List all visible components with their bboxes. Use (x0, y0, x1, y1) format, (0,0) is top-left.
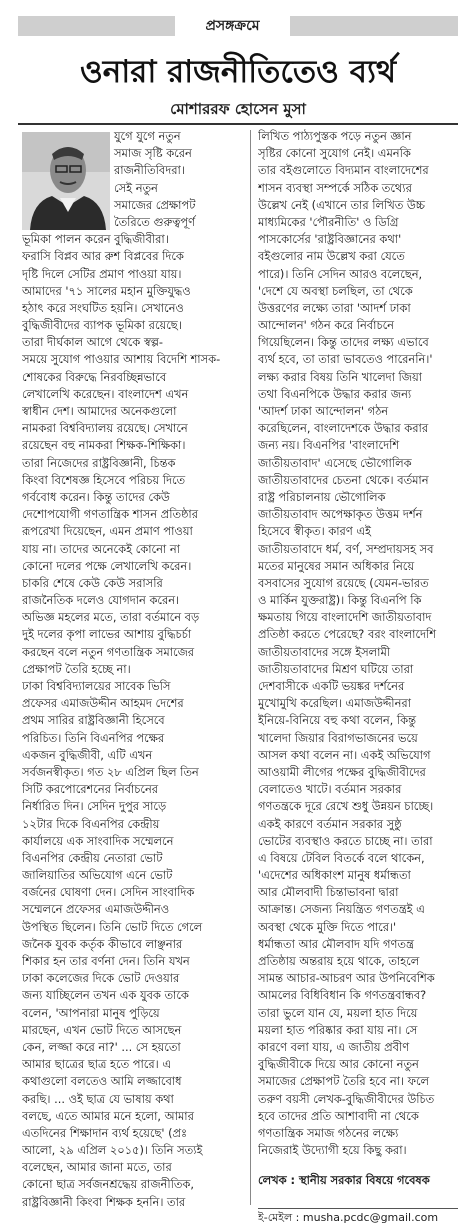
article-line: জাতীয়তাবাদে ধর্ম, বর্ণ, সম্প্রদায়সহ সব (258, 541, 434, 556)
article-line: হিসেবে স্বীকৃত। কারণ এই (258, 524, 371, 539)
article-line: ও মার্কিন যুক্তরাষ্ট্র)। কিন্তু বিএনপি কি (258, 593, 422, 608)
article-line: ধর্মান্ধতা আর মৌলবাদ যদি গণতন্ত্র (258, 936, 414, 951)
left-column (22, 128, 243, 1211)
article-line: মতের মানুষের সমান অধিকার নিয়ে (258, 558, 415, 573)
article-line: দেশোপযোগী গণতান্ত্রিক শাসন প্রতিষ্ঠার (22, 507, 198, 522)
article-line: সম্মেলনে প্রফেসর এমাজউদ্দীনও (22, 902, 170, 917)
article-line: সময়ে সুযোগ পাওয়ার আশায় বিদেশি শাসক- (22, 352, 221, 367)
article-line: ফরাসি বিপ্লব আর রুশ বিপ্লবের দিকে (22, 249, 184, 264)
article-line: ময়লা হাত পরিষ্কার করা যায় না। সে (258, 1022, 418, 1037)
article-line: রাষ্ট্রবিজ্ঞানী কিংবা শিক্ষক হননি। তার (22, 1194, 186, 1209)
article-line: 'এদেশের অধিকাংশ মানুষ ধর্মান্ধতা (258, 868, 411, 883)
article-line: এ বিষয়ে টেবিল বিতর্কে বলে থাকেন, (258, 850, 425, 865)
article-line: কোনো ছাত্র সর্বজনশ্রদ্ধেয় রাজনীতিক, (22, 1177, 194, 1192)
article-line: আক্রান্ত। সেজন্য নিয়ন্ত্রিত গণতন্ত্রই এ (258, 902, 425, 917)
article-line: আসল কথা বলেন না। একই অভিযোগ (258, 747, 431, 762)
article-line: এতদিনের শিক্ষাদান ব্যর্থ হয়েছে' (প্রঃ (22, 1125, 188, 1140)
article-line: উল্লেখ নেই (এখানে তার লিখিত উচ্চ (258, 197, 425, 212)
author-email: ই-মেইল : musha.pcdc@gmail.com (258, 1211, 439, 1224)
article-line: জন্য যাচ্ছিলেন তখন এক যুবক তাকে (22, 988, 189, 1003)
article-line: গণতন্ত্রকে দূরে রেখে শুধু উন্নয়ন চাচ্ছে। (258, 799, 434, 814)
article-line: অভিজ্ঞ মহলের মতে, তারা বর্তমানে বড় (22, 610, 200, 625)
article-line: আন্দোলন' গঠন করে নির্বাচনে (258, 318, 394, 333)
article-line: প্রফেসর এমাজউদ্দীন আহমদ দেশের (22, 696, 184, 711)
article-line: বসবাসের সুযোগ রয়েছে (যেমন-ভারত (258, 575, 429, 590)
article-line: ভূমিকা পালন করেন বুদ্ধিজীবীরা। (22, 232, 169, 247)
article-line: বলেছেন, আমার জানা মতে, তার (22, 1160, 172, 1175)
article-line: ঢাকা কলেজের দিকে ভোট দেওয়ার (22, 971, 180, 986)
column-divider (250, 130, 251, 1205)
headline: ওনারা রাজনীতিতেও ব্যর্থ (79, 54, 397, 90)
article-line: জাতীয়তাবাদের চেতনা থেকে। বর্তমান (258, 472, 429, 487)
article-line: তারা নিজেদের রাষ্ট্রবিজ্ঞানী, চিন্তক (22, 455, 176, 470)
article-line: বিএনপির কেন্দ্রীয় নেতারা ভোট (22, 850, 163, 865)
article-line: তৈরিতে গুরুত্বপূর্ণ (114, 214, 195, 229)
article-line: 'দেশে যে অবস্থা চলছিল, তা থেকে (258, 283, 413, 298)
author-photo-image (22, 132, 110, 230)
article-line: তারা ভুলে যান যে, ময়লা হাত দিয়ে (258, 1005, 418, 1020)
article-line: নিজেরাই উদ্যোগী হয়ে কিছু করা। (258, 1143, 407, 1158)
article-line: জালিয়াতির অভিযোগ এনে ভোট (22, 868, 173, 883)
article-line: হঠাৎ করে সংঘটিত হয়নি। সেখানেও (22, 300, 184, 315)
article-line: হবে তাদের প্রতি আশাবাদী না থেকে (258, 1108, 419, 1123)
article-line: শিকার হন তার বর্ণনা দেন। তিনি যখন (22, 954, 190, 968)
article-line: যায় না। তাদের অনেকেই কোনো না (22, 541, 180, 556)
article-line: লক্ষ্য করার বিষয় তিনি খালেদা জিয়া (258, 369, 422, 384)
note-rule (258, 1208, 458, 1209)
article-line: দেশবাসীকে একটি ভয়ঙ্কর দর্শনের (258, 679, 405, 693)
article-line: যুগে যুগে নতুন (114, 129, 181, 143)
article-line: পারে)। তিনি সেদিন আরও বলেছেন, (258, 266, 423, 281)
article-line: তরুণ বয়সী লেখক-বুদ্ধিজীবীদের উচিত (258, 1091, 435, 1106)
article-line: ব্যর্থ হবে, তা তারা ভাবতেও পারেননি।' (258, 352, 433, 367)
article-line: আওয়ামী লীগের পক্ষের বুদ্ধিজীবীদের (258, 764, 426, 779)
article-line: কোনো দলের পক্ষে লেখালেখি করেন। (22, 558, 192, 573)
article-line: মুখোমুখি করেছিল। এমাজউদ্দীনরা (258, 696, 411, 711)
article-line: স্বাধীন দেশ। আমাদের অনেকগুলো (22, 404, 177, 418)
article-line: তারা দীর্ঘকাল আগে থেকে স্বল্প- (22, 335, 163, 350)
article-line: গণতান্ত্রিক সমাজ গঠনের লক্ষ্যে (258, 1125, 399, 1140)
article-line: বেলাতেও খাটে। বর্তমান সরকার (258, 782, 402, 797)
article-line: একই কারণে বর্তমান সরকার সুষ্ঠু (258, 816, 402, 831)
article-line: বুদ্ধিজীবীদের ব্যাপক ভূমিকা রয়েছে। (22, 318, 182, 333)
article-line: নামকরা বিশ্ববিদ্যালয় রয়েছে। সেখানে (22, 421, 188, 436)
article-line: জাতীয়তাবাদ অপেক্ষাকৃত উত্তম দর্শন (258, 507, 423, 522)
article-line: কারণে বলা যায়, এ জাতীয় প্রবীণ (258, 1039, 410, 1054)
right-column (258, 128, 460, 1159)
article-line: শাসন ব্যবস্থা সম্পর্কে সঠিক তথ্যের (258, 180, 412, 195)
article-line: একজন বুদ্ধিজীবী, এটি এখন (22, 747, 153, 762)
article-line: সৃষ্টির কোনো সুযোগ নেই। এমনকি (258, 146, 411, 161)
article-line: লিখিত পাঠ্যপুস্তক পড়ে নতুন জ্ঞান (258, 129, 412, 143)
article-line: লেখালেখি করেছেন। বাংলাদেশ এখন (22, 386, 189, 401)
article-line: আর মৌলবাদী চিন্তাভাবনা দ্বারা (258, 885, 399, 900)
article-line: চাকরি শেষে কেউ কেউ সরাসরি (22, 575, 163, 590)
article-line: বুদ্ধিজীবীকে দিয়ে আর কোনো নতুন (258, 1057, 419, 1072)
article-line: ইনিয়ে-বিনিয়ে বহু কথা বলেন, কিন্তু (258, 713, 416, 728)
article-line: জন্য নয়। বিএনপির 'বাংলাদেশি (258, 438, 400, 453)
article-line: দৃষ্টি দিলে সেটির প্রমাণ পাওয়া যায়। (22, 266, 182, 281)
article-line: বলেন, 'আপনারা মানুষ পুড়িয়ে (22, 1005, 160, 1020)
article-line: রাজনৈতিক দলেও যোগদান করেন। (22, 593, 180, 608)
article-line: কেন, লজ্জা করে না?' ... সে হয়তো (22, 1039, 181, 1054)
article-line: তার বইগুলোতে বিদ্যমান বাংলাদেশের (258, 163, 429, 178)
article-line: আমলের বিধিবিধান কি গণতন্ত্রবান্ধব? (258, 988, 427, 1003)
article-line: প্রথম সারির রাষ্ট্রবিজ্ঞানী হিসেবে (22, 713, 165, 728)
article-line: কিংবা বিশেষজ্ঞ হিসেবে পরিচয় দিতে (22, 472, 186, 487)
article-line: আলো, ২৯ এপ্রিল ২০১৫)। তিনি সত্যই (22, 1143, 203, 1158)
article-line: ১২টার দিকে বিএনপির কেন্দ্রীয় (22, 816, 160, 831)
article-line: রাজনীতিবিদরা। (114, 163, 185, 178)
article-line: রয়েছেন বহু নামকরা শিক্ষক-শিক্ষিকা। (22, 438, 186, 453)
article-line: পরিচিত। তিনি বিএনপির পক্ষের (22, 730, 165, 745)
article-line: মাধ্যমিকের 'পৌরনীতি' ও ডিগ্রি (258, 214, 399, 229)
article-line: জাতীয়তাবাদের মিশ্রণ ঘটিয়ে তারা (258, 661, 414, 676)
article-line: দুই দলের কৃপা লাভের আশায় বুদ্ধিচর্চা (22, 627, 192, 642)
article-line: ভোটের ব্যবস্থাও করতে চাচ্ছে না। তারা (258, 833, 433, 848)
article-line: জাতীয়তাবাদ' এসেছে ভৌগোলিক (258, 455, 412, 470)
article-line: বর্জনের ঘোষণা দেন। সেদিন সাংবাদিক (22, 885, 195, 900)
article-line: প্রতিষ্ঠায় অন্তরায় হয়ে থাকে, তাহলে (258, 954, 420, 968)
article-line: জনৈক যুবক কর্তৃক কীভাবে লাঞ্ছনার (22, 936, 183, 951)
article-line: ঢাকা বিশ্ববিদ্যালয়ের সাবেক ভিসি (22, 679, 171, 693)
article-line: মারছেন, এখন ভোট দিতে আসছেন (22, 1022, 182, 1037)
article-line: জাতীয়তাবাদের সঙ্গে ইসলামী (258, 644, 391, 659)
article-line: নির্ধারিত দিন। সেদিন দুপুর সাড়ে (22, 799, 167, 814)
article-line: প্রতিষ্ঠা করতে পেরেছে? বরং বাংলাদেশি (258, 627, 436, 642)
byline-rule (18, 123, 458, 125)
article-line: সমাজের প্রেক্ষাপট (114, 197, 196, 212)
article-line: সমাজের প্রেক্ষাপট তৈরি হবে না। ফলে (258, 1074, 430, 1089)
author-note: লেখক : স্থানীয় সরকার বিষয়ে গবেষক (258, 1173, 430, 1187)
article-line: আমার ছাত্রের ছাত্র হতে পারে। এ (22, 1057, 171, 1072)
author-photo (22, 132, 110, 230)
article-line: গর্ববোধ করেন। কিন্তু তাদের কেউ (22, 489, 170, 504)
article-line: সামন্ত আচার-আচরণ আর উপনিবেশিক (258, 971, 435, 986)
previous-page-edge (18, 0, 458, 6)
section-label: প্রসঙ্গক্রমে (175, 13, 290, 39)
article-line: কথাগুলো বলতেও আমি লজ্জাবোধ (22, 1074, 182, 1089)
article-line: রাষ্ট্র পরিচালনায় ভৌগোলিক (258, 489, 386, 504)
article-line: সর্বজনস্বীকৃত। গত ২৮ এপ্রিল ছিল তিন (22, 764, 199, 779)
article-line: 'আদর্শ ঢাকা আন্দোলন' গঠন (258, 404, 389, 418)
article-line: সেই নতুন (114, 180, 158, 195)
article-line: উত্তরণের লক্ষ্যে তারা 'আদর্শ ঢাকা (258, 300, 411, 315)
article-line: বইগুলোর নাম উল্লেখ করা যেতে (258, 249, 405, 264)
article-line: করছেন বলে নতুন গণতান্ত্রিক সমাজের (22, 644, 195, 659)
article-line: সিটি করপোরেশনের নির্বাচনের (22, 782, 159, 797)
byline: মোশাররফ হোসেন মুসা (170, 100, 306, 118)
article-line: বলছে, এতে আমার মনে হলো, আমার (22, 1108, 194, 1123)
article-line: করছি। ... ওই ছাত্র যে ভাষায় কথা (22, 1091, 174, 1106)
article-line: করেছিলেন, বাংলাদেশকে উদ্ধার করার (258, 421, 429, 436)
article-line: খালেদা জিয়ার বিরাগভাজনের ভয়ে (258, 730, 418, 745)
article-line: পাসকোর্সের 'রাষ্ট্রবিজ্ঞানের কথা' (258, 232, 402, 247)
article-line: গিয়েছিলেন। কিন্তু তাদের লক্ষ্য এভাবে (258, 335, 429, 350)
article-line: প্রেক্ষাপট তৈরি হচ্ছে না। (22, 661, 131, 676)
article-line: তথা বিএনপিকে উদ্ধার করার জন্য (258, 386, 412, 401)
article-line: অবস্থা থেকে মুক্তি দিতে পারে।' (258, 919, 397, 934)
article-line: শোষকের বিরুদ্ধে নিরবচ্ছিন্নভাবে (22, 369, 167, 384)
article-line: ক্ষমতায় গিয়ে বাংলাদেশি জাতীয়তাবাদ (258, 610, 432, 625)
article-line: উপস্থিত ছিলেন। তিনি ভোট দিতে গেলে (22, 919, 203, 934)
article-line: আমাদের '৭১ সালের মহান মুক্তিযুদ্ধও (22, 283, 191, 298)
article-line: সমাজ সৃষ্টি করেন (114, 146, 192, 161)
article-line: রূপরেখা দিয়েছেন, এমন প্রমাণ পাওয়া (22, 524, 193, 539)
article-line: কার্যালয়ে এক সাংবাদিক সম্মেলনে (22, 833, 174, 848)
